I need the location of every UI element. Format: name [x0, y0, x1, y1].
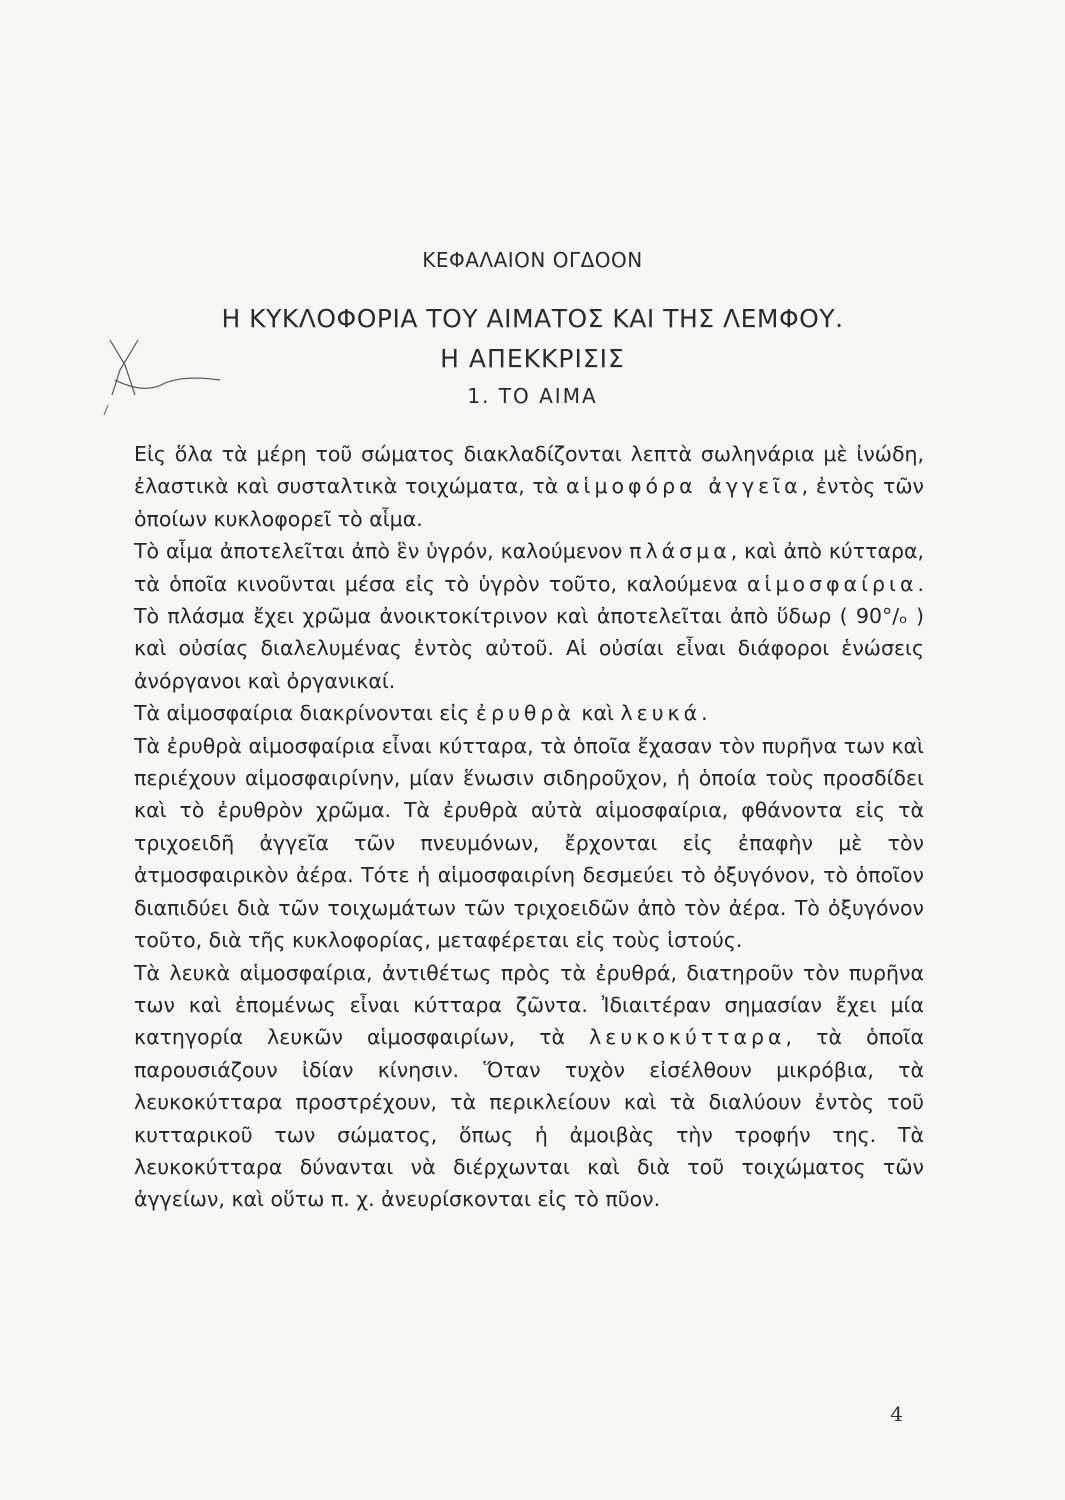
paragraph-3-text-c: . [701, 701, 708, 726]
term-red: ἐρυθρὰ [475, 701, 575, 726]
paragraph-2 [134, 535, 924, 697]
paragraph-2-text-b: , καὶ ἀπὸ κύτταρα, τὰ ὁποῖα κινοῦνται μέσα εἰς τὸ ὑγρὸν τοῦτο, καλούμενα [134, 539, 924, 596]
section-heading: 1. ΤΟ ΑΙΜΑ [467, 384, 598, 408]
term-blood-cells: αἱμοσφαίρια [747, 571, 918, 596]
term-white: λευκά [620, 701, 702, 726]
term-leukocytes: λευκοκύτταρα [589, 1025, 786, 1050]
term-haemophoric-vessels: αἱμοφόρα ἀγγεῖα [566, 474, 802, 499]
chapter-heading: ΚΕΦΑΛΑΙΟΝ ΟΓΔΟΟΝ [422, 248, 643, 272]
paragraph-1 [134, 438, 924, 535]
paragraph-1-text-a: Εἰς ὅλα τὰ μέρη τοῦ σώματος διακλαδίζονται λεπτὰ σωληνάρια μὲ ἰνώδη, ἐλαστικὰ καὶ συσταλτικὰ τοιχώματα, τὰ [134, 442, 924, 499]
paragraph-3-text-b: καὶ [574, 701, 621, 726]
paragraph-5-text-a: Τὰ λευκὰ αἱμοσφαίρια, ἀντιθέτως πρὸς τὰ ἐρυθρά, διατηροῦν τὸν πυρῆνα των καὶ ἑπομένως εἶναι κύτταρα ζῶντα. Ἰδιαιτέραν σημασίαν ἔχει μία κατηγορία λευκῶν αἱμοσφαιρίων, τὰ [134, 960, 924, 1050]
page-number: 4 [890, 1402, 903, 1426]
paragraph-5-text-b: , τὰ ὁποῖα παρουσιάζουν ἰδίαν κίνησιν. Ὅταν τυχὸν εἰσέλθουν μικρόβια, τὰ λευκοκύτταρα προστρέχουν, τὰ περικλείουν καὶ τὰ διαλύουν ἐντὸς τοῦ κυτταρικοῦ των σώματος, ὅπως ἡ ἀμοιβὰς τὴν τροφήν της. Τὰ λευκοκύτταρα δύνανται νὰ διέρχωνται καὶ διὰ τοῦ τοιχώματος τῶν ἀγγείων, καὶ οὕτω π. χ. ἀνευρίσκονται εἰς τὸ πῦον. [134, 1025, 924, 1212]
paragraph-3 [134, 697, 924, 729]
paragraph-2-text-a: Τὸ αἷμα ἀποτελεῖται ἀπὸ ἓν ὑγρόν, καλούμενον [134, 539, 630, 564]
paragraph-2-text-c: . Τὸ πλάσμα ἔχει χρῶμα ἀνοικτοκίτρινον καὶ ἀποτελεῖται ἀπὸ ὕδωρ ( 90°/ₒ ) καὶ οὐσίας διαλελυμένας ἐντὸς αὐτοῦ. Αἱ οὐσίαι εἶναι διάφοροι ἑνώσεις ἀνόργανοι καὶ ὀργανικαί. [134, 571, 924, 693]
paragraph-3-text-a: Τὰ αἱμοσφαίρια διακρίνονται εἰς [134, 701, 476, 726]
chapter-title-line-1: Η ΚΥΚΛΟΦΟΡΙΑ ΤΟΥ ΑΙΜΑΤΟΣ ΚΑΙ ΤΗΣ ΛΕΜΦΟΥ. [221, 304, 844, 333]
chapter-title-line-2: Η ΑΠΕΚΚΡΙΣΙΣ [440, 344, 625, 373]
paragraph-1-text-b: , ἐντὸς τῶν ὁποίων κυκλοφορεῖ τὸ αἷμα. [134, 474, 924, 531]
body-text [134, 438, 924, 1216]
paragraph-5 [134, 957, 924, 1216]
term-plasma: πλάσμα [629, 539, 731, 564]
paragraph-4: Τὰ ἐρυθρὰ αἱμοσφαίρια εἶναι κύτταρα, τὰ ὁποῖα ἔχασαν τὸν πυρῆνα των καὶ περιέχουν αἱμοσφαιρίνην, μίαν ἕνωσιν σιδηροῦχον, ἡ ὁποία τοὺς προσδίδει καὶ τὸ ἐρυθρὸν χρῶμα. Τὰ ἐρυθρὰ αὐτὰ αἱμοσφαίρια, φθάνοντα εἰς τὰ τριχοειδῆ ἀγγεῖα τῶν πνευμόνων, ἔρχονται εἰς ἐπαφὴν μὲ τὸν ἀτμοσφαιρικὸν ἀέρα. Τότε ἡ αἱμοσφαιρίνη δεσμεύει τὸ ὀξυγόνον, τὸ ὁποῖον διαπιδύει διὰ τῶν τοιχωμάτων τῶν τριχοειδῶν ἀπὸ τὸν ἀέρα. Τὸ ὀξυγόνον τοῦτο, διὰ τῆς κυκλοφορίας, μεταφέρεται εἰς τοὺς ἱστούς. [134, 733, 924, 953]
